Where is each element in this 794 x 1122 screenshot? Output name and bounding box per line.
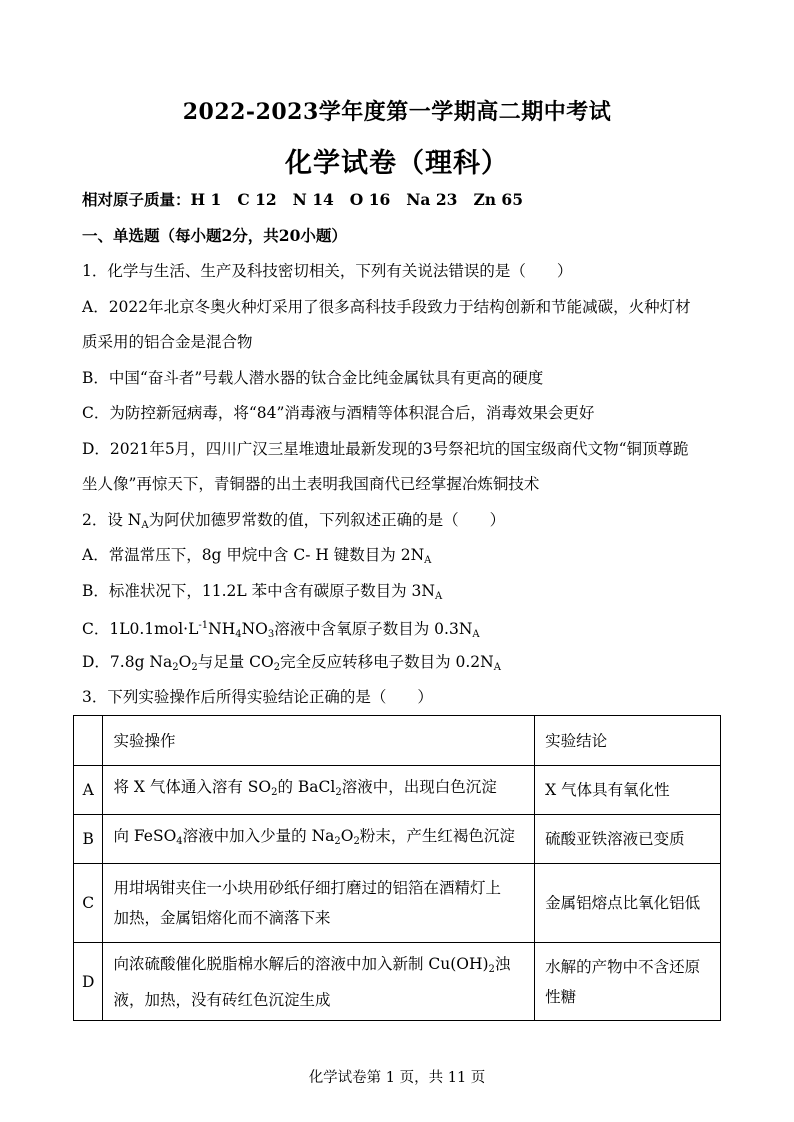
question-1-option-c: C．为防控新冠病毒，将“84”消毒液与酒精等体积混合后，消毒效果会更好	[82, 404, 595, 422]
table-header-row	[74, 716, 721, 766]
table-row	[74, 766, 721, 815]
row-id: A	[74, 766, 103, 815]
atomic-mass-line	[82, 188, 523, 212]
row-operation: 向 FeSO$_4$溶液中加入少量的 $Na_2O_2$粉末，产生红褐色沉淀	[103, 815, 535, 864]
question-1-option-d: D．2021年5月，四川广汉三星堆遗址最新发现的3号祭祀坑的国宝级商代文物“铜顶尊跪	[82, 440, 689, 458]
atomic-mass-item: Na 23	[406, 190, 458, 209]
row-conclusion: 金属铝熔点比氧化铝低	[535, 864, 721, 943]
row-conclusion: 水解的产物中不含还原 性糖	[535, 943, 721, 1021]
question-2-option-b: B．标准状况下，11.2L 苯中含有碳原子数目为 $3N_A$	[82, 582, 443, 602]
question-1-option-a-cont: 质采用的铝合金是混合物	[82, 333, 253, 351]
row-operation: 向浓硫酸催化脱脂棉水解后的溶液中加入新制 $Cu(OH)_2$浊 液，加热，没有砖红色沉淀生成	[103, 943, 535, 1021]
row-id: D	[74, 943, 103, 1021]
question-3-stem: 3．下列实验操作后所得实验结论正确的是（ ）	[82, 688, 433, 706]
question-2-option-c: C．$1L0.1mol\cdot L^{-1}NH_4NO_3$溶液中含氧原子数目为 $0.3N_A$	[82, 620, 480, 640]
table-header-cell: 实验操作	[103, 716, 535, 766]
question-2-option-d: D．7.8g $Na_2O_2$与足量 $CO_2$完全反应转移电子数目为 $0.2N_A$	[82, 653, 501, 673]
row-id: C	[74, 864, 103, 943]
experiment-table	[73, 715, 721, 1021]
row-conclusion: 硫酸亚铁溶液已变质	[535, 815, 721, 864]
atomic-mass-item: O 16	[349, 190, 391, 209]
question-1-option-a: A．2022年北京冬奥火种灯采用了很多高科技手段致力于结构创新和节能减碳，火种灯材	[82, 298, 691, 316]
row-id: B	[74, 815, 103, 864]
row-conclusion: X 气体具有氧化性	[535, 766, 721, 815]
question-2-stem: 2．设 $N_A$为阿伏加德罗常数的值，下列叙述正确的是（ ）	[82, 511, 506, 531]
table-row	[74, 864, 721, 943]
atomic-mass-item: N 14	[292, 190, 334, 209]
question-2-option-a: A．常温常压下，8g 甲烷中含 C- H 键数目为 $2N_A$	[82, 546, 432, 566]
exam-subtitle: 化学试卷（理科）	[285, 148, 509, 179]
row-operation: 用坩埚钳夹住一小块用砂纸仔细打磨过的铝箔在酒精灯上 加热，金属铝熔化而不滴落下来	[103, 864, 535, 943]
exam-title: 2022-2023学年度第一学期高二期中考试	[182, 99, 612, 125]
table-header-cell	[74, 716, 103, 766]
question-1-option-d-cont: 坐人像”再惊天下，青铜器的出土表明我国商代已经掌握冶炼铜技术	[82, 475, 540, 493]
atomic-mass-item: C 12	[237, 190, 277, 209]
row-operation: 将 X 气体通入溶有 $SO_2$的 BaCl$_2$溶液中，出现白色沉淀	[103, 766, 535, 815]
atomic-mass-label: 相对原子质量：	[82, 190, 191, 209]
table-row	[74, 815, 721, 864]
page-footer: 化学试卷第 1 页，共 11 页	[308, 1070, 486, 1086]
question-1-option-b: B．中国“奋斗者”号载人潜水器的钛合金比纯金属钛具有更高的硬度	[82, 369, 544, 387]
table-row	[74, 943, 721, 1021]
question-1-stem: 1．化学与生活、生产及科技密切相关，下列有关说法错误的是（ ）	[82, 262, 573, 280]
table-header-cell: 实验结论	[535, 716, 721, 766]
atomic-mass-item: H 1	[190, 190, 222, 209]
section-heading: 一、单选题（每小题2分，共20小题）	[82, 226, 347, 245]
atomic-mass-item: Zn 65	[473, 190, 524, 209]
